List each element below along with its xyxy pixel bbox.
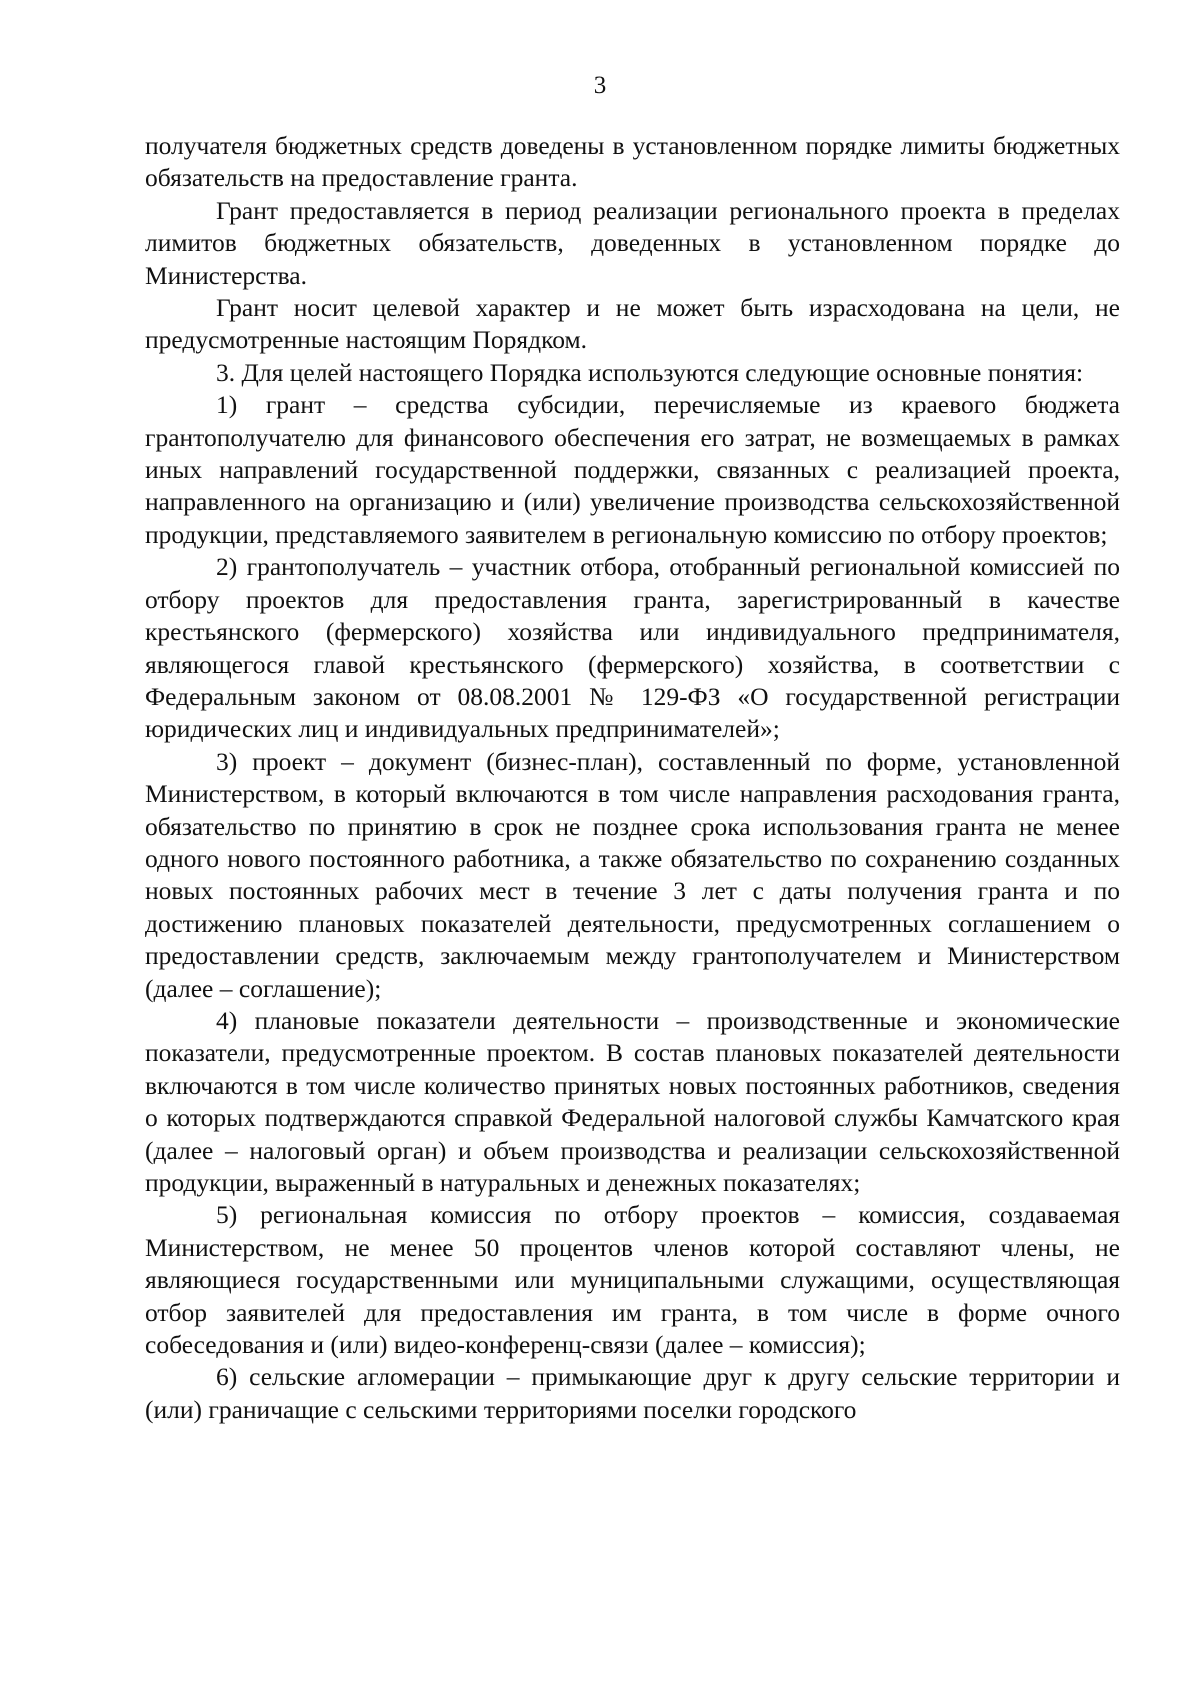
definition-project: 3) проект – документ (бизнес-план), составленный по форме, установленной Министерством, в который включаются в том числе направления расходования гранта, обязательство по принятию в срок не позднее срока использования гранта не менее одного нового постоянного работника, а также обязательство по сохранению созданных новых постоянных рабочих мест в течение 3 лет с даты получения гранта и по достижению плановых показателей деятельности, предусмотренных соглашением о предоставлении средств, заключаемым между грантополучателем и Министерством (далее – соглашение); bbox=[145, 746, 1120, 1003]
page-number: 3 bbox=[593, 72, 607, 99]
definition-rural-agglomerations: 6) сельские агломерации – примыкающие друг к другу сельские территории и (или) граничащие с сельскими территориями поселки городского bbox=[145, 1362, 1120, 1424]
definition-planned-indicators: 4) плановые показатели деятельности – производственные и экономические показатели, предусмотренные проектом. В состав плановых показателей деятельности включаются в том числе количество принятых новых постоянных работников, сведения о которых подтверждаются справкой Федеральной налоговой службы Камчатского края (далее – налоговый орган) и объем производства и реализации сельскохозяйственной продукции, выраженный в натуральных и денежных показателях; bbox=[145, 1005, 1120, 1197]
paragraph-section-3: 3. Для целей настоящего Порядка используются следующие основные понятия: bbox=[216, 357, 1084, 387]
definition-grant: 1) грант – средства субсидии, перечисляемые из краевого бюджета грантополучателю для финансового обеспечения его затрат, не возмещаемых в рамках иных направлений государственной поддержки, связанных с реализацией проекта, направленного на организацию и (или) увеличение производства сельскохозяйственной продукции, представляемого заявителем в региональную комиссию по отбору проектов; bbox=[145, 390, 1120, 549]
paragraph-continuation: получателя бюджетных средств доведены в установленном порядке лимиты бюджетных обязательств на предоставление гранта. bbox=[145, 131, 1120, 193]
definition-grant-recipient: 2) грантополучатель – участник отбора, отобранный региональной комиссией по отбору проектов для предоставления гранта, зарегистрированный в качестве крестьянского (фермерского) хозяйства или индивидуального предпринимателя, являющегося главой крестьянского (фермерского) хозяйства, в соответствии с Федеральным законом от 08.08.2001 № 129-ФЗ «О государственной регистрации юридических лиц и индивидуальных предпринимателей»; bbox=[145, 552, 1120, 744]
document-body bbox=[145, 130, 1120, 1426]
paragraph-grant-purpose: Грант носит целевой характер и не может быть израсходована на цели, не предусмотренные настоящим Порядком. bbox=[145, 293, 1120, 355]
definition-regional-commission: 5) региональная комиссия по отбору проектов – комиссия, создаваемая Министерством, не менее 50 процентов членов которой составляют члены, не являющиеся государственными или муниципальными служащими, осуществляющая отбор заявителей для предоставления им гранта, в том числе в форме очного собеседования и (или) видео-конференц-связи (далее – комиссия); bbox=[145, 1200, 1120, 1360]
paragraph-grant-period: Грант предоставляется в период реализации регионального проекта в пределах лимитов бюджетных обязательств, доведенных в установленном порядке до Министерства. bbox=[145, 195, 1120, 290]
